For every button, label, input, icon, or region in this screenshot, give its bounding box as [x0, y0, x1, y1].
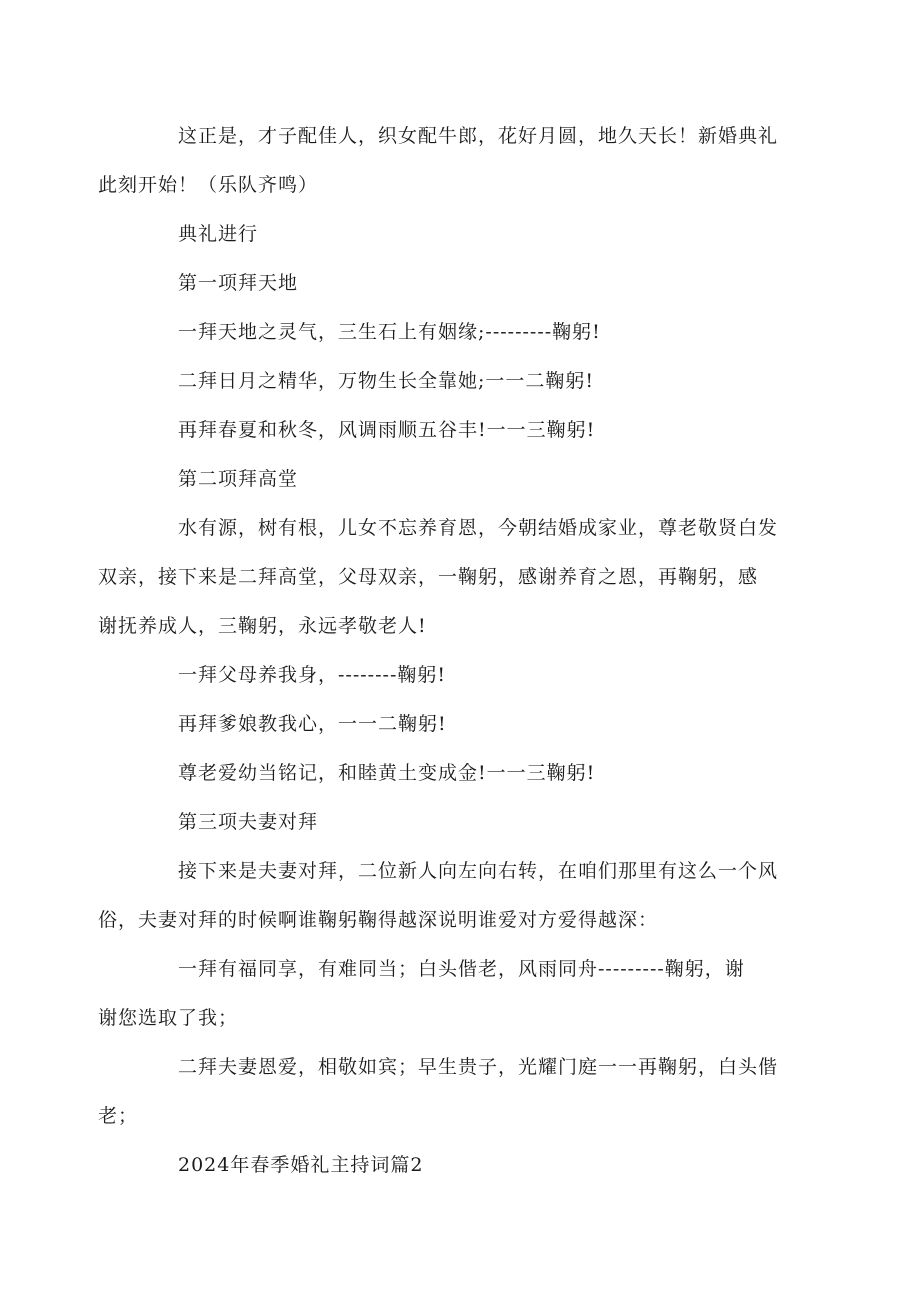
section-heading-heaven-earth: [138, 259, 792, 308]
section-heading-part-2: [138, 1141, 792, 1190]
paragraph-line: 一拜天地之灵气，三生石上有姻缘;---------鞠躬!: [178, 321, 601, 343]
paragraph-parents-bow-3: [138, 749, 792, 798]
paragraph-line: 一拜有福同享，有难同当；白头偕老，风雨同舟---------鞠躬，谢: [178, 958, 745, 980]
paragraph-bow-1: [138, 308, 792, 357]
paragraph-line: 二拜夫妻恩爱，相敬如宾；早生贵子，光耀门庭一一再鞠躬，白头偕: [178, 1056, 779, 1078]
paragraph-line: 此刻开始！（乐队齐鸣）: [98, 174, 319, 196]
paragraph-line: 水有源，树有根，儿女不忘养育恩，今朝结婚成家业，尊老敬贤白发: [178, 517, 779, 539]
paragraph-line: 一拜父母养我身，--------鞠躬!: [178, 664, 446, 686]
paragraph-line: 谢抚养成人，三鞠躬，永远孝敬老人!: [98, 615, 427, 637]
paragraph-line: 第一项拜天地: [178, 272, 299, 294]
paragraph-line: 尊老爱幼当铭记，和睦黄土变成金!一一三鞠躬!: [178, 762, 596, 784]
paragraph-parents-bow-2: [138, 700, 792, 749]
paragraph-parents-bow-1: [138, 651, 792, 700]
paragraph-line: 再拜春夏和秋冬，风调雨顺五谷丰!一一三鞠躬!: [178, 419, 596, 441]
paragraph-parents-intro: [98, 504, 792, 651]
paragraph-line: 老；: [98, 1105, 139, 1127]
document-body: [98, 112, 792, 1190]
paragraph-bow-3: [138, 406, 792, 455]
paragraph-couple-intro: [98, 847, 792, 945]
paragraph-bow-2: [138, 357, 792, 406]
paragraph-line: 再拜爹娘教我心，一一二鞠躬!: [178, 713, 447, 735]
paragraph-couple-bow-2: [98, 1043, 792, 1141]
paragraph-line: 俗，夫妻对拜的时候啊谁鞠躬鞠得越深说明谁爱对方爱得越深：: [98, 909, 659, 931]
paragraph-ceremony-start: [138, 210, 792, 259]
paragraph-line: 典礼进行: [178, 223, 259, 245]
paragraph-line: 二拜日月之精华，万物生长全靠她;一一二鞠躬!: [178, 370, 595, 392]
section-heading-couple: [138, 798, 792, 847]
paragraph-line: 第二项拜高堂: [178, 468, 299, 490]
paragraph-line: 双亲，接下来是二拜高堂，父母双亲，一鞠躬，感谢养育之恩，再鞠躬，感: [98, 566, 759, 588]
paragraph-opening: [98, 112, 792, 210]
section-heading-parents: [138, 455, 792, 504]
paragraph-couple-bow-1: [98, 945, 792, 1043]
paragraph-line: 接下来是夫妻对拜，二位新人向左向右转，在咱们那里有这么一个风: [178, 860, 779, 882]
paragraph-line: 谢您选取了我；: [98, 1007, 239, 1029]
paragraph-line: 第三项夫妻对拜: [178, 811, 319, 833]
paragraph-line: 2024年春季婚礼主持词篇2: [178, 1154, 424, 1176]
paragraph-line: 这正是，才子配佳人，织女配牛郎，花好月圆，地久天长！新婚典礼: [178, 125, 779, 147]
